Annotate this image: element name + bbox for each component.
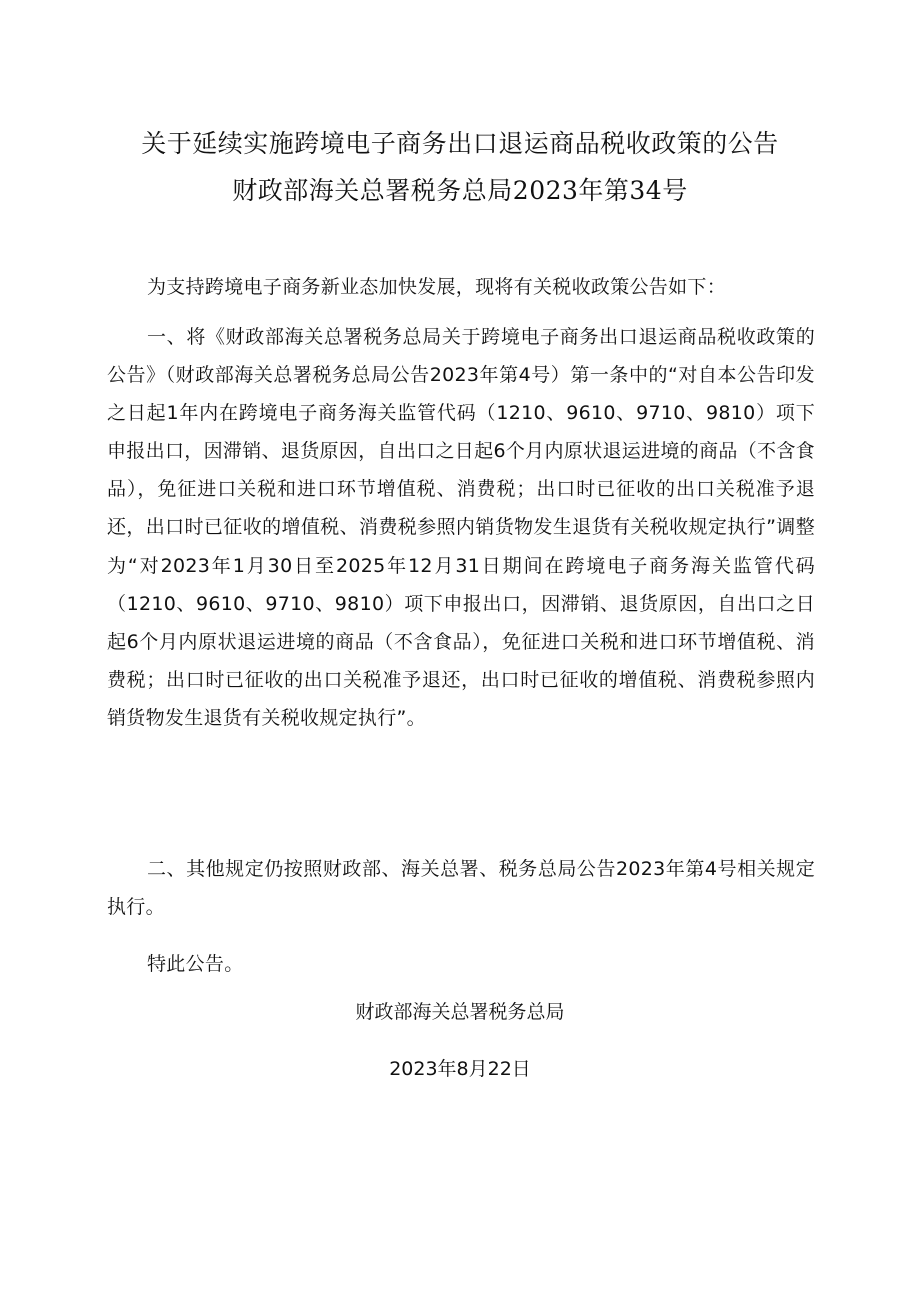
signature-date: 2023年8月22日: [389, 1058, 531, 1080]
signature-organizations: 财政部海关总署税务总局: [355, 1001, 565, 1023]
paragraph-item-one: 一、将《财政部海关总署税务总局关于跨境电子商务出口退运商品税收政策的公告》（财政部海关总署税务总局公告2023年第4号）第一条中的“对自本公告印发之日起1年内在跨境电子商务海关监管代码（1210、9610、9710、9810）项下申报出口，因滞销、退货原因，自出口之日起6个月内原状退运进境的商品（不含食品），免征进口关税和进口环节增值税、消费税；出口时已征收的出口关税准予退还，出口时已征收的增值税、消费税参照内销货物发生退货有关税收规定执行”调整为“对2023年1月30日至2025年12月31日期间在跨境电子商务海关监管代码（1210、9610、9710、9810）项下申报出口，因滞销、退货原因，自出口之日起6个月内原状退运进境的商品（不含食品），免征进口关税和进口环节增值税、消费税；出口时已征收的出口关税准予退还，出口时已征收的增值税、消费税参照内销货物发生退货有关税收规定执行”。: [107, 326, 815, 729]
document-number: 财政部海关总署税务总局2023年第34号: [232, 176, 688, 205]
paragraph-item-two: 二、其他规定仍按照财政部、海关总署、税务总局公告2023年第4号相关规定执行。: [107, 858, 815, 919]
paragraph-intro: 为支持跨境电子商务新业态加快发展，现将有关税收政策公告如下：: [147, 276, 727, 298]
document-title: 关于延续实施跨境电子商务出口退运商品税收政策的公告: [141, 129, 779, 158]
paragraph-closing: 特此公告。: [147, 953, 244, 975]
